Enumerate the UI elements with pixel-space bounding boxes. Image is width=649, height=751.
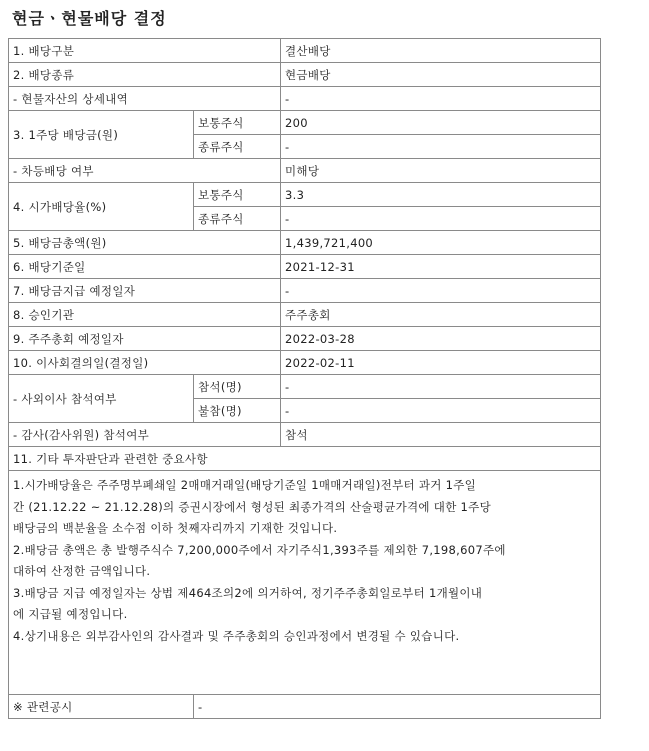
notes-row [9,471,601,695]
row-label: ※ 관련공시 [9,695,194,719]
disclosure-table [8,38,601,719]
row-value: 2022-02-11 [281,351,601,375]
row-sublabel: 불참(명) [194,399,281,423]
row-value: - [281,399,601,423]
note-line: 에 지급될 예정입니다. [13,607,128,621]
note-line: 배당금의 백분율을 소수점 이하 첫째자리까지 기재한 것입니다. [13,521,338,535]
table-row [9,375,601,399]
row-value: 현금배당 [281,63,601,87]
table-row [9,327,601,351]
note-line: 1.시가배당율은 주주명부폐쇄일 2매매거래일(배당기준일 1매매거래일)전부터 과거 1주일 [13,478,477,492]
row-sublabel: 종류주식 [194,135,281,159]
row-label: 9. 주주총회 예정일자 [9,327,281,351]
row-label: 3. 1주당 배당금(원) [9,111,194,159]
row-label: 6. 배당기준일 [9,255,281,279]
row-label: 4. 시가배당율(%) [9,183,194,231]
row-value: 주주총회 [281,303,601,327]
row-value: - [281,207,601,231]
table-row [9,159,601,183]
row-label: - 현물자산의 상세내역 [9,87,281,111]
row-label: 10. 이사회결의일(결정일) [9,351,281,375]
table-row [9,63,601,87]
note-line: 2.배당금 총액은 총 발행주식수 7,200,000주에서 자기주식1,393주를 제외한 7,198,607주에 [13,542,506,557]
row-value: 참석 [281,423,601,447]
row-label: - 차등배당 여부 [9,159,281,183]
row-value: 2022-03-28 [281,327,601,351]
row-label: 1. 배당구분 [9,39,281,63]
row-sublabel: 참석(명) [194,375,281,399]
row-sublabel: 보통주식 [194,183,281,207]
table-row [9,231,601,255]
row-value: 1,439,721,400 [281,231,601,255]
row-label: 7. 배당금지급 예정일자 [9,279,281,303]
table-row [9,255,601,279]
note-line: 3.배당금 지급 예정일자는 상법 제464조의2에 의거하여, 정기주주총회일로부터 1개월이내 [13,585,483,600]
row-label: - 사외이사 참석여부 [9,375,194,423]
row-label: 5. 배당금총액(원) [9,231,281,255]
notes-cell [9,471,601,695]
row-value: 미해당 [281,159,601,183]
row-sublabel: 보통주식 [194,111,281,135]
table-row [9,303,601,327]
row-label: 2. 배당종류 [9,63,281,87]
table-row [9,87,601,111]
row-value: 200 [281,111,601,135]
table-row [9,695,601,719]
notes-spacer [13,647,596,688]
row-sublabel: 종류주식 [194,207,281,231]
table-row [9,423,601,447]
row-value: - [194,695,601,719]
table-row [9,39,601,63]
row-value: - [281,279,601,303]
section-heading: 11. 기타 투자판단과 관련한 중요사항 [9,447,601,471]
page-title: 현금ㆍ현물배당 결정 [12,9,167,28]
row-value: - [281,135,601,159]
row-value: 결산배당 [281,39,601,63]
row-value: - [281,87,601,111]
row-value: 2021-12-31 [281,255,601,279]
table-row [9,111,601,135]
table-row [9,447,601,471]
row-value: 3.3 [281,183,601,207]
table-row [9,279,601,303]
row-label: - 감사(감사위원) 참석여부 [9,423,281,447]
row-value: - [281,375,601,399]
row-label: 8. 승인기관 [9,303,281,327]
note-line: 간 (21.12.22 ~ 21.12.28)의 증권시장에서 형성된 최종가격의 산술평균가격에 대한 1주당 [13,499,491,514]
table-row [9,183,601,207]
table-row [9,351,601,375]
note-line: 대하여 산정한 금액입니다. [13,564,151,578]
note-line: 4.상기내용은 외부감사인의 감사결과 및 주주총회의 승인과정에서 변경될 수 있습니다. [13,628,460,643]
